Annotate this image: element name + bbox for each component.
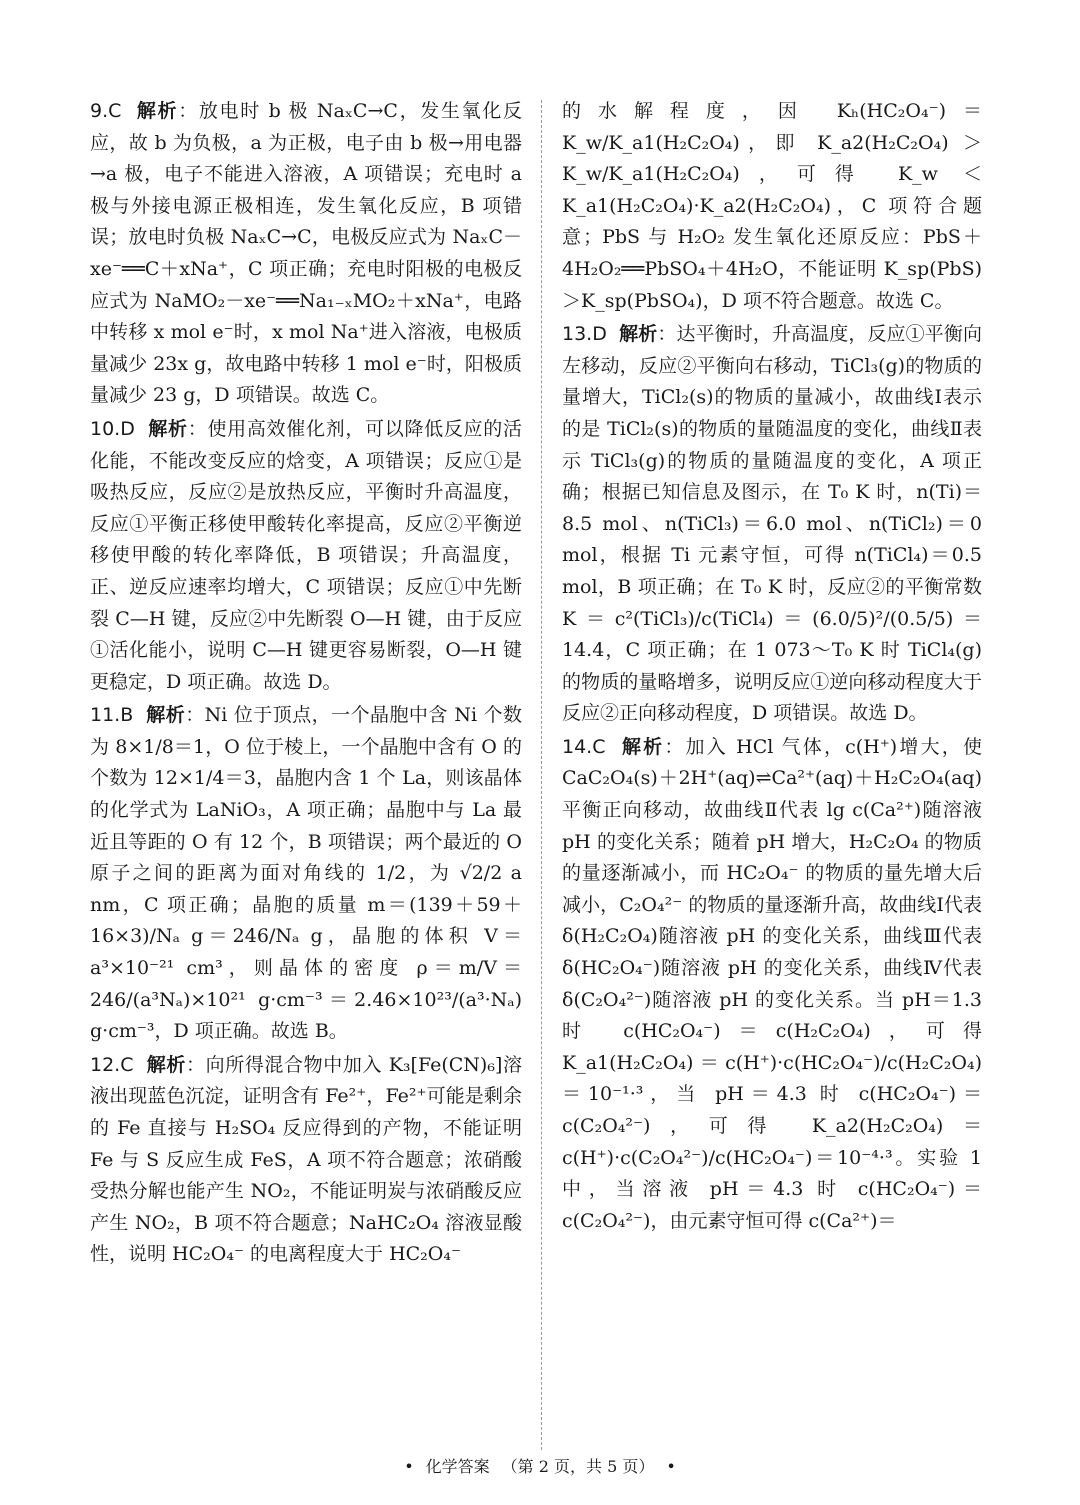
analysis-label: 解析 [148, 417, 188, 440]
left-column [90, 96, 522, 1271]
analysis-label: 解析 [619, 323, 658, 346]
answer-9 [90, 96, 522, 412]
footer-bullet: • [666, 1457, 676, 1476]
question-number: 11.B [90, 704, 134, 727]
right-column [562, 96, 982, 1237]
analysis-text: ：使用高效催化剂，可以降低反应的活化能，不能改变反应的焓变，A 项错误；反应①是吸热反应，反应②是放热反应，平衡时升高温度，反应①平衡正移使甲酸转化率提高，反应②平衡逆移使甲酸的转化率降低，B 项错误；升高温度，正、逆反应速率均增大，C 项错误；反应①中先断裂 C—H 键，反应②中先断裂 O—H 键，由于反应①活化能小，说明 C—H 键更容易断裂，O—H 键更稳定，D 项正确。故选 D。 [90, 417, 522, 693]
question-number: 12.C [90, 1053, 134, 1076]
answer-11 [90, 700, 522, 1048]
column-divider [541, 100, 542, 1450]
question-number: 9.C [90, 100, 122, 122]
footer-page-info: （第 2 页，共 5 页） [501, 1457, 655, 1476]
answer-12-continuation: 的水解程度，因 Kₕ(HC₂O₄⁻)＝K_w/K_a1(H₂C₂O₄)，即 K_a2(H₂C₂O₄) ＞ K_w/K_a1(H₂C₂O₄)，可得 K_w ＜ K_a1(H₂C₂O₄)·K_a2(H₂C₂O₄)，C 项符合题意；PbS 与 H₂O₂ 发生氧化还原反应：PbS＋4H₂O₂══PbSO₄＋4H₂O，不能证明 K_sp(PbS)＞K_sp(PbSO₄)，D 项不符合题意。故选 C。 [562, 100, 982, 312]
analysis-label: 解析 [136, 100, 179, 122]
answer-10 [90, 414, 522, 698]
footer-bullet: • [404, 1457, 414, 1476]
analysis-text: ：放电时 b 极 NaₓC→C，发生氧化反应，故 b 为负极，a 为正极，电子由 b 极→用电器→a 极，电子不能进入溶液，A 项错误；充电时 a 极与外接电源正极相连，发生氧化反应，B 项错误；放电时负极 NaₓC→C，电极反应式为 NaₓC－xe⁻══C＋xNa⁺，C 项正确；充电时阳极的电极反应式为 NaMO₂－xe⁻══Na₁₋ₓMO₂＋xNa⁺，电路中转移 x mol e⁻时，x mol Na⁺进入溶液，电极质量减少 23x g，故电路中转移 1 mol e⁻时，阳极质量减少 23 g，D 项错误。故选 C。 [90, 100, 522, 407]
analysis-text: ：向所得混合物中加入 K₃[Fe(CN)₆]溶液出现蓝色沉淀，证明含有 Fe²⁺，Fe²⁺可能是剩余的 Fe 直接与 H₂SO₄ 反应得到的产物，不能证明 Fe 与 S 反应生成 FeS，A 项不符合题意；浓硝酸受热分解也能产生 NO₂，不能证明炭与浓硝酸反应产生 NO₂，B 项不符合题意；NaHC₂O₄ 溶液显酸性，说明 HC₂O₄⁻ 的电离程度大于 HC₂O₄⁻ [90, 1053, 522, 1266]
analysis-text: ：达平衡时，升高温度，反应①平衡向左移动，反应②平衡向右移动，TiCl₃(g)的物质的量增大，TiCl₂(s)的物质的量减小，故曲线Ⅰ表示的是 TiCl₂(s)的物质的量随温度的变化，曲线Ⅱ表示 TiCl₃(g)的物质的量随温度的变化，A 项正确；根据已知信息及图示，在 T₀ K 时，n(Ti)＝8.5 mol、n(TiCl₃)＝6.0 mol、n(TiCl₂)＝0 mol，根据 Ti 元素守恒，可得 n(TiCl₄)＝0.5 mol，B 项正确；在 T₀ K 时，反应②的平衡常数 K＝c²(TiCl₃)/c(TiCl₄)＝(6.0/5)²/(0.5/5)＝14.4，C 项正确；在 1 073～T₀ K 时 TiCl₄(g)的物质的量略增多，说明反应①逆向移动程度大于反应②正向移动程度，D 项错误。故选 D。 [562, 323, 982, 725]
analysis-text: ：Ni 位于顶点，一个晶胞中含 Ni 个数为 8×1/8＝1，O 位于棱上，一个晶胞中含有 O 的个数为 12×1/4＝3，晶胞内含 1 个 La，则该晶体的化学式为 LaNiO₃，A 项正确；晶胞中与 La 最近且等距的 O 有 12 个，B 项错误；两个最近的 O 原子之间的距离为面对角线的 1/2，为 √2/2 a nm，C 项正确；晶胞的质量 m＝(139＋59＋16×3)/Nₐ g＝246/Nₐ g，晶胞的体积 V＝a³×10⁻²¹ cm³，则晶体的密度 ρ＝m/V＝246/(a³Nₐ)×10²¹ g·cm⁻³＝2.46×10²³/(a³·Nₐ) g·cm⁻³，D 项正确。故选 B。 [90, 704, 522, 1043]
answer-12 [90, 1050, 522, 1271]
page-footer [0, 1454, 1080, 1477]
answer-14 [562, 732, 982, 1238]
answer-13 [562, 319, 982, 730]
question-number: 13.D [562, 323, 607, 346]
question-number: 10.D [90, 417, 135, 440]
analysis-text: ：加入 HCl 气体，c(H⁺)增大，使 CaC₂O₄(s)＋2H⁺(aq)⇌Ca²⁺(aq)＋H₂C₂O₄(aq)平衡正向移动，故曲线Ⅱ代表 lg c(Ca²⁺)随溶液 pH 的变化关系；随着 pH 增大，H₂C₂O₄ 的物质的量逐渐减小，而 HC₂O₄⁻ 的物质的量先增大后减小，C₂O₄²⁻ 的物质的量逐渐升高，故曲线Ⅰ代表 δ(H₂C₂O₄)随溶液 pH 的变化关系，曲线Ⅲ代表 δ(HC₂O₄⁻)随溶液 pH 的变化关系，曲线Ⅳ代表 δ(C₂O₄²⁻)随溶液 pH 的变化关系。当 pH＝1.3 时 c(HC₂O₄⁻)＝c(H₂C₂O₄)，可得 K_a1(H₂C₂O₄)＝c(H⁺)·c(HC₂O₄⁻)/c(H₂C₂O₄)＝10⁻¹·³，当 pH＝4.3 时 c(HC₂O₄⁻)＝c(C₂O₄²⁻)，可得 K_a2(H₂C₂O₄)＝c(H⁺)·c(C₂O₄²⁻)/c(HC₂O₄⁻)＝10⁻⁴·³。实验 1 中，当溶液 pH＝4.3 时 c(HC₂O₄⁻)＝c(C₂O₄²⁻)，由元素守恒可得 c(Ca²⁺)＝ [562, 735, 982, 1232]
footer-subject: 化学答案 [425, 1457, 490, 1476]
analysis-label: 解析 [146, 704, 186, 727]
question-number: 14.C [562, 735, 606, 758]
analysis-label: 解析 [146, 1053, 186, 1076]
analysis-label: 解析 [621, 735, 665, 758]
